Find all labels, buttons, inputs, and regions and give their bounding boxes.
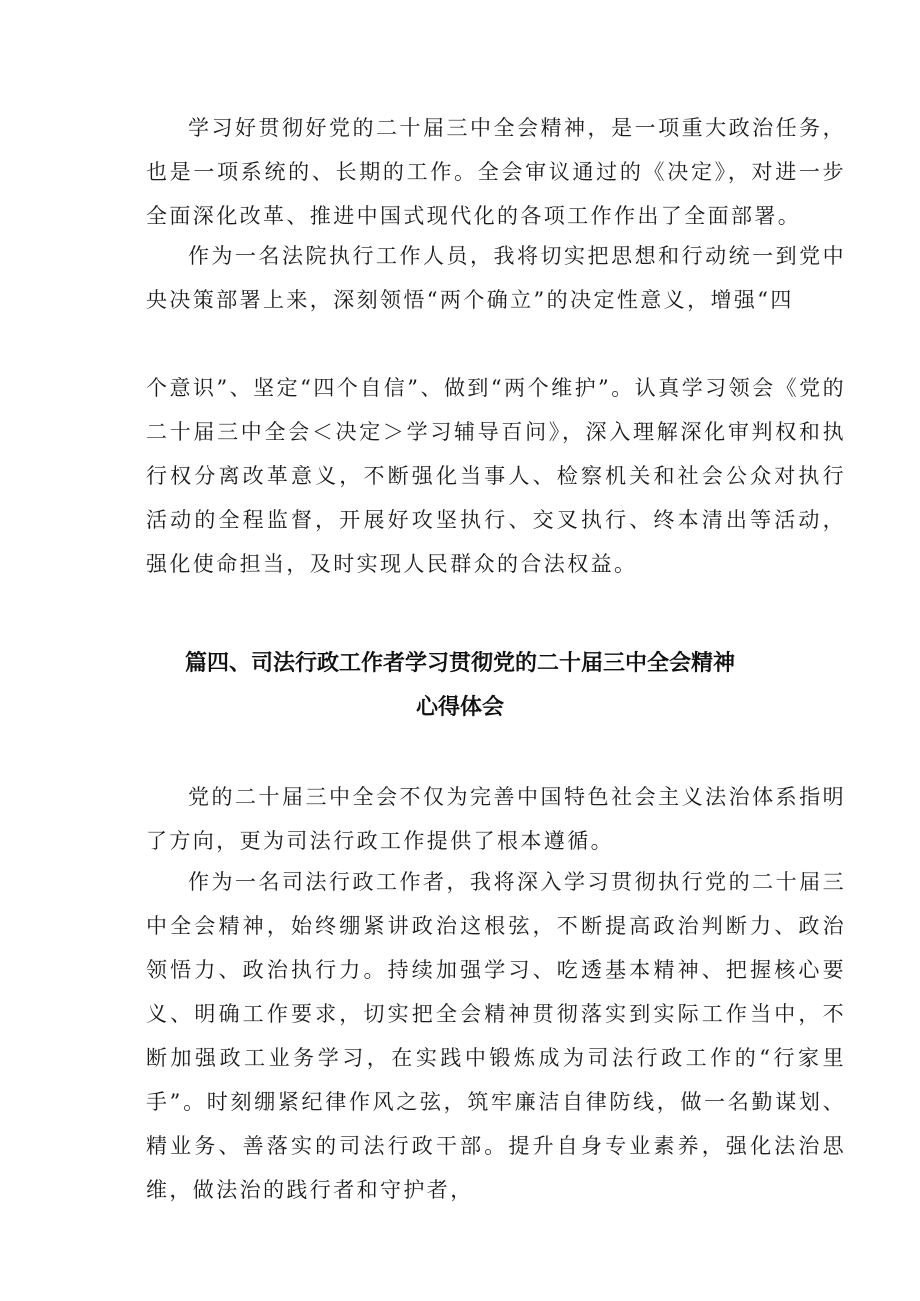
paragraph-court-enforcement: 作为一名法院执行工作人员，我将切实把思想和行动统一到党中央决策部署上来，深刻领悟“两个确立”的决定性意义，增强“四 <box>146 244 846 312</box>
section-title-subline: 心得体会 <box>415 695 504 720</box>
paragraph-court-enforcement-continued: 个意识”、坚定“四个自信”、做到“两个维护”。认真学习领会《党的二十届三中全会＜决定＞学习辅导百问》，深入理解深化审判权和执行权分离改革意义，不断强化当事人、检察机关和社会公众对执行活动的全程监督，开展好攻坚执行、交叉执行、终本清出等活动，强化使命担当，及时实现人民群众的合法权益。 <box>146 376 846 576</box>
paragraph-judicial-administration: 作为一名司法行政工作者，我将深入学习贯彻执行党的二十届三中全会精神，始终绷紧讲政治这根弦，不断提高政治判断力、政治领悟力、政治执行力。持续加强学习、吃透基本精神、把握核心要义、明确工作要求，切实把全会精神贯彻落实到实际工作当中，不断加强政工业务学习，在实践中锻炼成为司法行政工作的“行家里手”。时刻绷紧纪律作风之弦，筑牢廉洁自律防线，做一名勤谋划、精业务、善落实的司法行政干部。提升自身专业素养，强化法治思维，做法治的践行者和守护者， <box>146 870 846 1202</box>
paragraph-study-decision: 学习好贯彻好党的二十届三中全会精神，是一项重大政治任务，也是一项系统的、长期的工作。全会审议通过的《决定》，对进一步全面深化改革、推进中国式现代化的各项工作作出了全面部署。 <box>146 116 846 228</box>
paragraph-rule-of-law: 党的二十届三中全会不仅为完善中国特色社会主义法治体系指明了方向，更为司法行政工作提供了根本遵循。 <box>146 785 846 853</box>
section-title: 篇四、司法行政工作者学习贯彻党的二十届三中全会精神 <box>184 651 735 676</box>
